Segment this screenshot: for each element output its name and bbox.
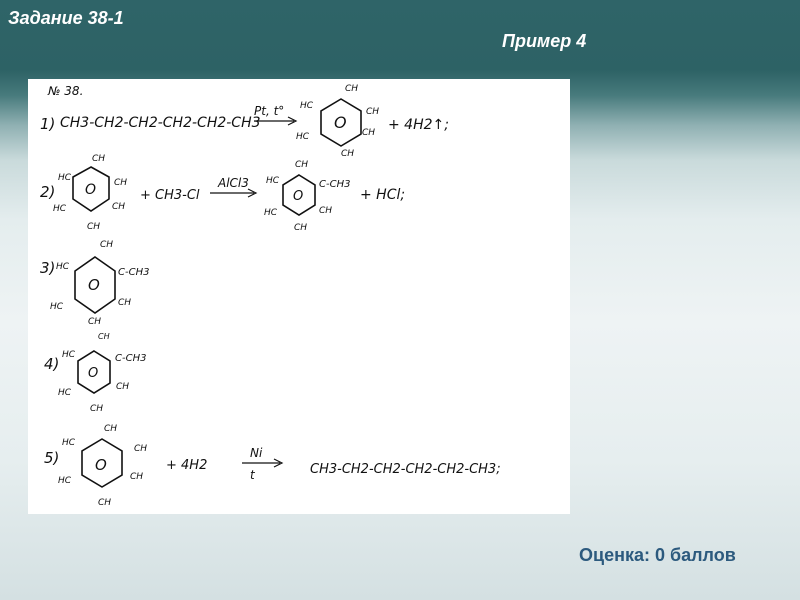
- step-4-label-lower-right: CH: [116, 382, 130, 392]
- step-1-ring-center: O: [334, 113, 347, 132]
- grade-label: Оценка: 0 баллов: [579, 545, 736, 565]
- step-2-label-lower-left: HC: [53, 204, 67, 214]
- step-2-byproduct: + HCl;: [360, 187, 406, 203]
- step-1-reactant: CH3-CH2-CH2-CH2-CH2-CH3: [60, 115, 261, 131]
- example-label: Пример 4: [502, 31, 587, 51]
- step-3-label-lower-left: HC: [50, 302, 64, 312]
- step-5-ring-center: O: [95, 456, 107, 474]
- step-3-ring-center: O: [88, 276, 100, 294]
- step-4-label-top: CH: [98, 332, 110, 341]
- step-2-conditions: AlCl3: [218, 176, 249, 190]
- step-4-ring-center: O: [88, 366, 99, 381]
- step-5-label-lower-left: HC: [58, 476, 72, 486]
- step-2-product-sub: C-CH3: [319, 179, 351, 190]
- step-4-label-lower-left: HC: [58, 388, 72, 398]
- step-5-label-upper-left: HC: [62, 438, 76, 448]
- step-2-ring-center: O: [85, 182, 97, 198]
- step-4-number: 4): [44, 355, 60, 373]
- step-3-label-lower-right: CH: [118, 298, 132, 308]
- step-3-label-upper-right: C-CH3: [118, 267, 150, 278]
- step-3-number: 3): [40, 259, 56, 277]
- step-5-label-upper-right: CH: [134, 444, 148, 454]
- step-2-reagent: + CH3-Cl: [140, 188, 200, 203]
- step-1-label-upper-left: HC: [300, 101, 314, 111]
- step-5-product: CH3-CH2-CH2-CH2-CH2-CH3;: [310, 462, 501, 477]
- step-2-number: 2): [40, 183, 56, 201]
- step-1-label-upper-right: CH: [366, 107, 380, 117]
- step-2-product-upper-left: HC: [266, 176, 280, 186]
- step-4-label-upper-left: HC: [62, 350, 76, 360]
- step-5-number: 5): [44, 449, 60, 467]
- handwritten-solution-image: [28, 79, 570, 514]
- step-1-label-bottom: CH: [341, 149, 355, 159]
- step-4-label-bottom: CH: [90, 404, 104, 414]
- step-3-label-upper-left: HC: [56, 262, 70, 272]
- step-3-label-top: CH: [100, 240, 114, 250]
- step-5-reagent: + 4H2: [166, 458, 208, 473]
- step-2-product-center: O: [293, 189, 304, 204]
- step-3-label-bottom: CH: [88, 317, 102, 327]
- step-2-product-lower-right: CH: [319, 206, 333, 216]
- step-1-byproduct: + 4H2↑;: [388, 117, 449, 133]
- step-5-label-top: CH: [104, 424, 118, 434]
- step-2-product-lower-left: HC: [264, 208, 278, 218]
- step-2-product-bottom: CH: [294, 223, 308, 233]
- step-5-label-bottom: CH: [98, 498, 112, 508]
- step-2-label-lower-right: CH: [112, 202, 126, 212]
- task-number: № 38.: [48, 84, 84, 98]
- step-2-label-top: CH: [92, 154, 106, 164]
- step-5-conditions-top: Ni: [250, 446, 263, 460]
- step-2-label-bottom: CH: [87, 222, 101, 232]
- step-2-product-top: CH: [295, 160, 309, 170]
- step-1-label-top: CH: [345, 84, 359, 94]
- step-2-label-upper-right: CH: [114, 178, 128, 188]
- slide-title: Задание 38-1: [8, 8, 124, 28]
- step-1-label-lower-left: HC: [296, 132, 310, 142]
- step-2-label-upper-left: HC: [58, 173, 72, 183]
- handwritten-solution-drawing: [28, 79, 570, 514]
- step-5-label-lower-right: CH: [130, 472, 144, 482]
- step-1-label-lower-right: CH: [362, 128, 376, 138]
- step-4-label-upper-right: C-CH3: [115, 353, 147, 364]
- step-1-number: 1): [40, 115, 56, 133]
- step-5-conditions-bottom: t: [250, 468, 255, 482]
- step-1-conditions: Pt, t°: [254, 104, 285, 118]
